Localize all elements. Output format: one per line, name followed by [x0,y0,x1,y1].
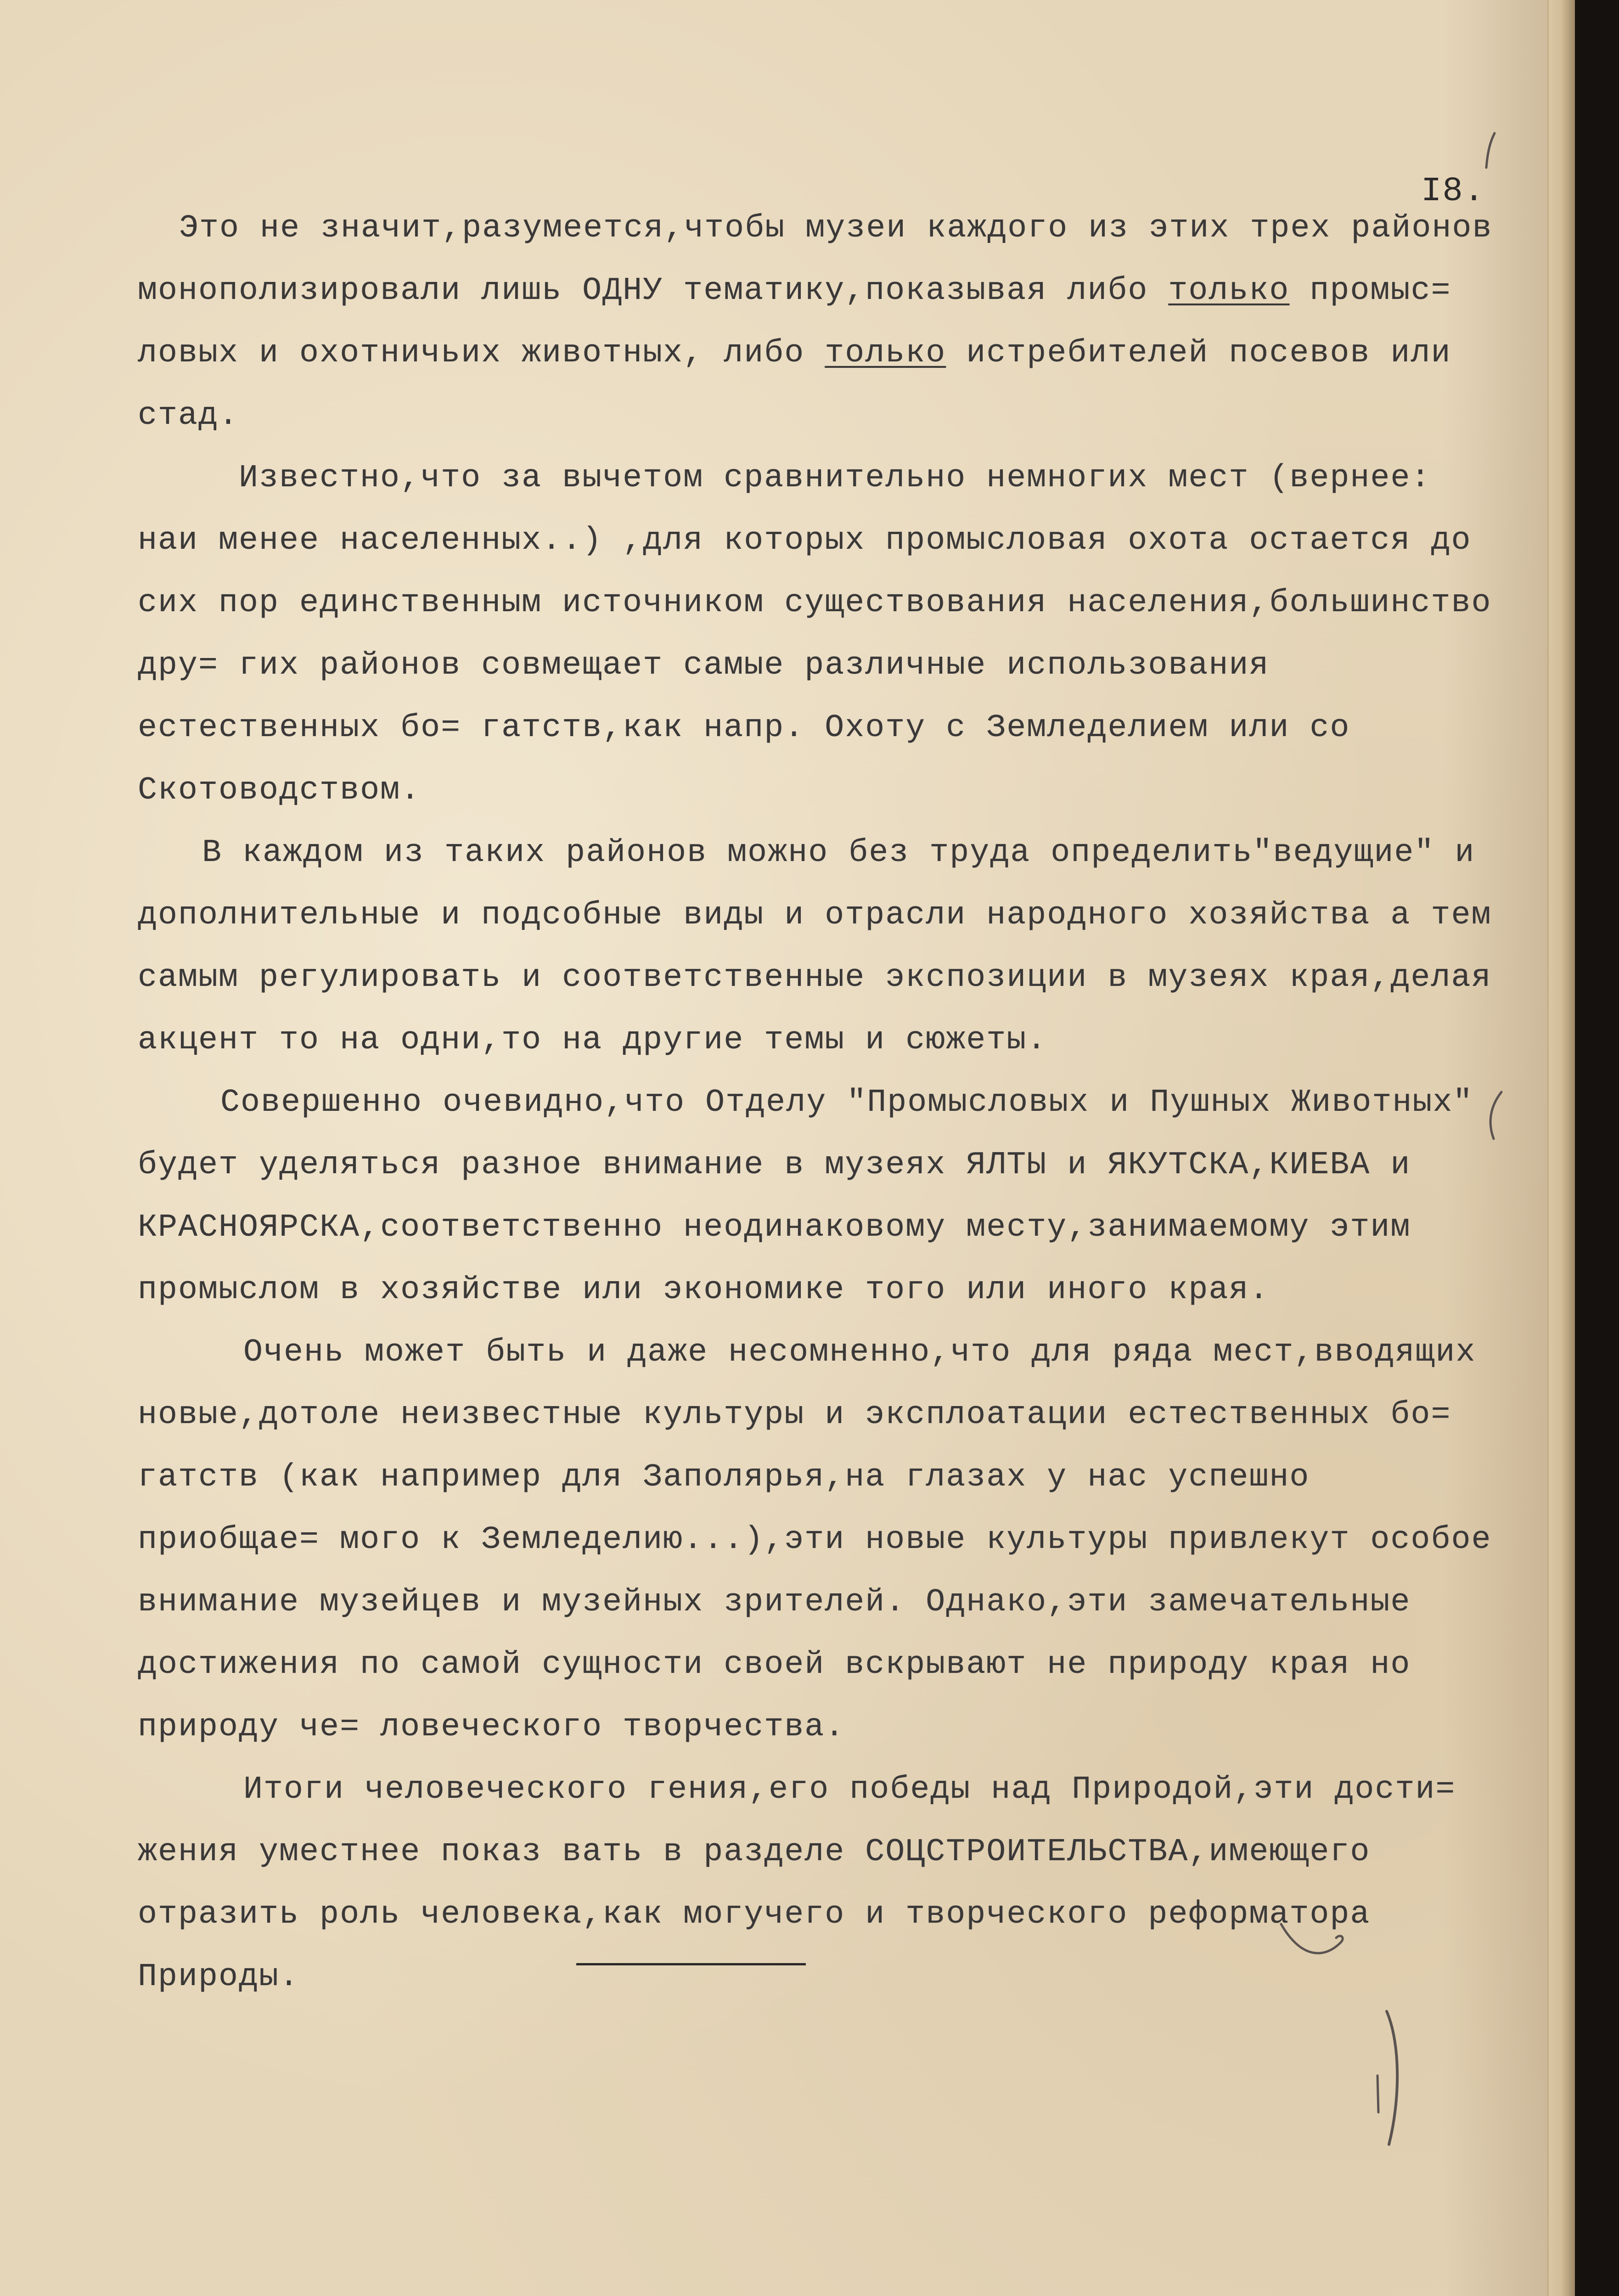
paragraph [138,197,1511,447]
paragraph-text: Очень может быть и даже несомненно,что для ряда мест,вводящих новые,дотоле неизвестные культуры и эксплоатации естественных бо= гатств (как например для Заполярья,на глазах у нас успешно приобщае= мого к Земледелию...),эти новые культуры привлекут особое внимание музейцев и музейных зрителей. Однако,эти замечательные достижения по самой сущности своей вскрывают не природу края но природу че= ловеческого творчества. [138,1334,1492,1745]
pencil-loop-mark [1272,1906,1355,1984]
closing-rule [576,1963,806,1965]
paragraph-text: Известно,что за вычетом сравнительно немногих мест (вернее: наи менее населенных..) ,для которых промысловая охота остается до сих пор единственным источником существования населения,большинство дру= гих районов совмещает самые различные использования естественных бо= гатств,как напр. Охоту с Земледелием или со Скотоводством. [138,460,1492,809]
paragraph-text: Итоги человеческого гения,его победы над Природой,эти дости= жения уместнее показ вать в разделе СОЦСТРОИТЕЛЬСТВА,имеющего отразить роль человека,как могучего и творческого реформатора Природы. [138,1772,1456,1995]
body-text [138,197,1511,2009]
pencil-bracket-mark [1481,1088,1508,1143]
paragraph-text: истребителей посевов или стад. [138,335,1451,434]
underlined-word: только [1168,273,1290,309]
paragraph-text: Совершенно очевидно,что Отделу "Промысловых и Пушных Животных" будет уделяться разное внимание в музеях ЯЛТЫ и ЯКУТСКА,КИЕВА и КРАСНОЯРСКА,соответственно неодинаковому месту,занимаемому этим промыслом в хозяйстве или экономике того или иного края. [138,1085,1473,1308]
paragraph [138,1072,1511,1322]
paragraph-text: Это не значит,разумеется,чтобы музеи каждого из этих трех районов монополизировали лишь ОДНУ тематику,показывая либо [138,210,1493,309]
paragraph-text: промыс= ловых и охотничьих животных, либо [138,273,1451,371]
paragraph [138,447,1511,822]
page-edge-shadow [1561,0,1575,2296]
paragraph [138,822,1511,1072]
page-number: I8. [1421,172,1485,211]
paragraph-text: В каждом из таких районов можно без труда определить"ведущие" и дополнительные и подсобные виды и отрасли народного хозяйства а тем самым регулировать и соответственные экспозиции в музеях края,делая акцент то на одни,то на другие темы и сюжеты. [138,835,1492,1058]
pencil-margin-stroke [1368,2007,1410,2154]
paragraph [138,1322,1511,1759]
pencil-tick-mark [1481,131,1499,172]
scan-background [1575,0,1619,2296]
underlined-word: только [825,335,946,371]
